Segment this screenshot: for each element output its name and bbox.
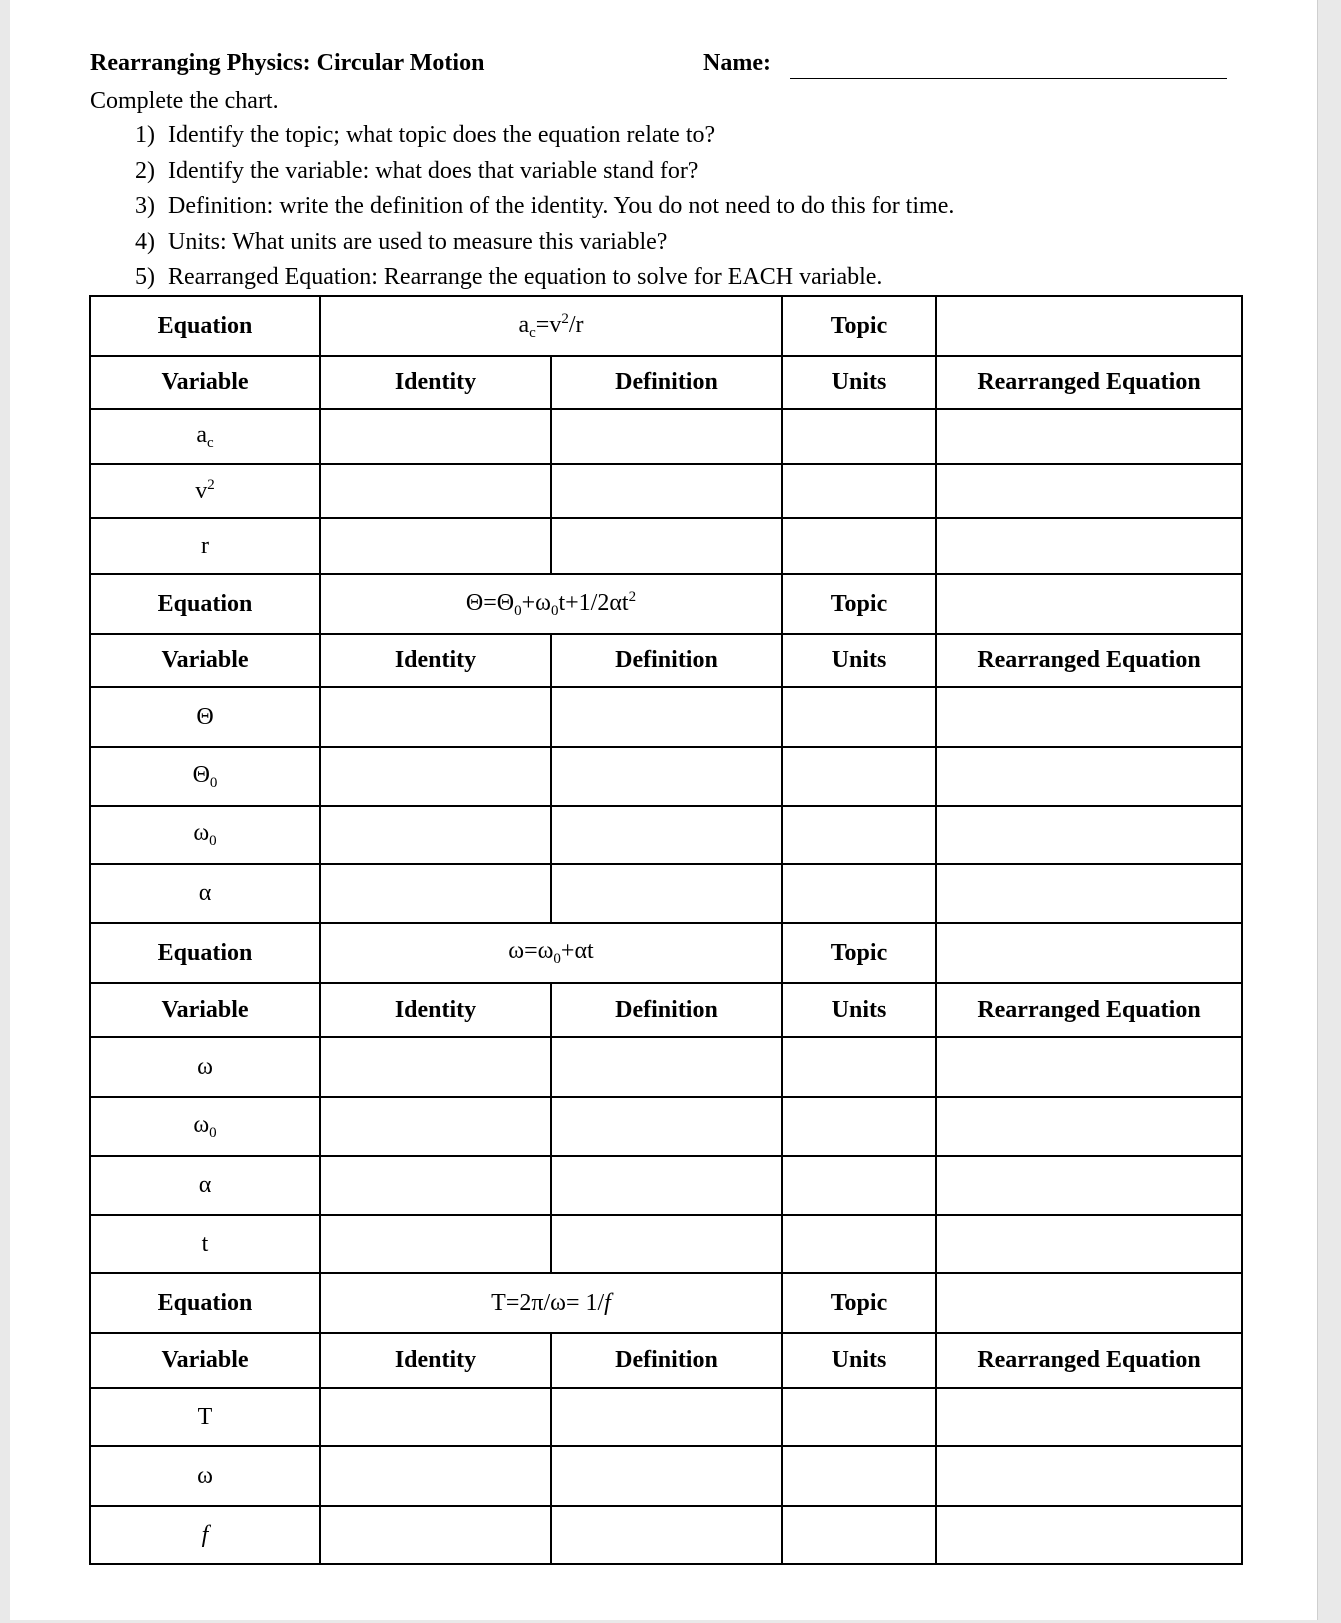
units-header: Units <box>782 983 936 1037</box>
units-answer-cell[interactable] <box>782 864 936 923</box>
variable-cell: $\omega_0$ <box>90 806 320 864</box>
variable-header: Variable <box>90 1333 320 1388</box>
rearranged-answer-cell[interactable] <box>936 1388 1242 1446</box>
name-input-line[interactable] <box>790 78 1227 79</box>
rearranged-answer-cell[interactable] <box>936 1037 1242 1097</box>
variable-cell: f <box>90 1506 320 1564</box>
units-header: Units <box>782 1333 936 1388</box>
identity-answer-cell[interactable] <box>320 1097 551 1156</box>
variable-cell: $a_c$ <box>90 409 320 464</box>
identity-answer-cell[interactable] <box>320 1037 551 1097</box>
equation-4: T=2π/ω= 1/f <box>320 1273 782 1333</box>
identity-answer-cell[interactable] <box>320 806 551 864</box>
rearranged-answer-cell[interactable] <box>936 1097 1242 1156</box>
identity-answer-cell[interactable] <box>320 864 551 923</box>
topic-answer-cell[interactable] <box>936 1273 1242 1333</box>
topic-answer-cell[interactable] <box>936 923 1242 983</box>
units-answer-cell[interactable] <box>782 747 936 806</box>
units-answer-cell[interactable] <box>782 1506 936 1564</box>
equation-label: Equation <box>90 1273 320 1333</box>
rearranged-answer-cell[interactable] <box>936 518 1242 574</box>
equation-label: Equation <box>90 296 320 356</box>
intro-text: Complete the chart. <box>90 88 279 114</box>
rearranged-header: Rearranged Equation <box>936 983 1242 1037</box>
definition-answer-cell[interactable] <box>551 1215 782 1273</box>
variable-cell: $\omega_0$ <box>90 1097 320 1156</box>
table-row <box>90 1156 1242 1215</box>
table-row <box>90 518 1242 574</box>
instruction-item: 4) Units: What units are used to measure this variable? <box>135 228 668 255</box>
physics-chart <box>89 295 1243 1565</box>
identity-header: Identity <box>320 1333 551 1388</box>
definition-answer-cell[interactable] <box>551 864 782 923</box>
rearranged-answer-cell[interactable] <box>936 806 1242 864</box>
identity-header: Identity <box>320 634 551 687</box>
definition-answer-cell[interactable] <box>551 518 782 574</box>
table-row <box>90 747 1242 806</box>
rearranged-answer-cell[interactable] <box>936 1156 1242 1215</box>
rearranged-header: Rearranged Equation <box>936 356 1242 409</box>
units-answer-cell[interactable] <box>782 1097 936 1156</box>
table-row <box>90 1506 1242 1564</box>
definition-header: Definition <box>551 634 782 687</box>
variable-cell: α <box>90 1156 320 1215</box>
rearranged-answer-cell[interactable] <box>936 1506 1242 1564</box>
rearranged-answer-cell[interactable] <box>936 1446 1242 1506</box>
definition-answer-cell[interactable] <box>551 1506 782 1564</box>
topic-label: Topic <box>782 296 936 356</box>
identity-header: Identity <box>320 356 551 409</box>
table-row <box>90 409 1242 464</box>
definition-answer-cell[interactable] <box>551 1156 782 1215</box>
worksheet-title: Rearranging Physics: Circular Motion <box>90 50 485 76</box>
variable-cell: α <box>90 864 320 923</box>
identity-answer-cell[interactable] <box>320 687 551 747</box>
units-answer-cell[interactable] <box>782 409 936 464</box>
definition-header: Definition <box>551 1333 782 1388</box>
table-row <box>90 1446 1242 1506</box>
equation-3: $\omega=\omega_0+\alpha t$ <box>320 923 782 983</box>
units-answer-cell[interactable] <box>782 464 936 518</box>
name-label: Name: <box>703 50 771 76</box>
topic-label: Topic <box>782 1273 936 1333</box>
units-answer-cell[interactable] <box>782 1388 936 1446</box>
equation-label: Equation <box>90 923 320 983</box>
rearranged-answer-cell[interactable] <box>936 409 1242 464</box>
identity-answer-cell[interactable] <box>320 518 551 574</box>
identity-answer-cell[interactable] <box>320 1446 551 1506</box>
variable-cell: Θ <box>90 687 320 747</box>
rearranged-answer-cell[interactable] <box>936 464 1242 518</box>
instructions-list <box>90 118 954 296</box>
topic-label: Topic <box>782 574 936 634</box>
table-row <box>90 1097 1242 1156</box>
definition-answer-cell[interactable] <box>551 806 782 864</box>
table-row <box>90 1215 1242 1273</box>
variable-cell: t <box>90 1215 320 1273</box>
identity-answer-cell[interactable] <box>320 747 551 806</box>
definition-answer-cell[interactable] <box>551 687 782 747</box>
rearranged-header: Rearranged Equation <box>936 634 1242 687</box>
table-row <box>90 464 1242 518</box>
identity-header: Identity <box>320 983 551 1037</box>
units-answer-cell[interactable] <box>782 1446 936 1506</box>
identity-answer-cell[interactable] <box>320 464 551 518</box>
variable-cell: $\Theta_0$ <box>90 747 320 806</box>
variable-header: Variable <box>90 356 320 409</box>
definition-answer-cell[interactable] <box>551 464 782 518</box>
units-answer-cell[interactable] <box>782 806 936 864</box>
units-header: Units <box>782 356 936 409</box>
identity-answer-cell[interactable] <box>320 1506 551 1564</box>
units-answer-cell[interactable] <box>782 1215 936 1273</box>
definition-answer-cell[interactable] <box>551 1097 782 1156</box>
instruction-item: 3) Definition: write the definition of the identity. You do not need to do this for time. <box>135 193 955 219</box>
rearranged-answer-cell[interactable] <box>936 864 1242 923</box>
identity-answer-cell[interactable] <box>320 1215 551 1273</box>
definition-answer-cell[interactable] <box>551 1037 782 1097</box>
variable-cell: ω <box>90 1037 320 1097</box>
definition-answer-cell[interactable] <box>551 1388 782 1446</box>
table-row <box>90 687 1242 747</box>
variable-cell: r <box>90 518 320 574</box>
definition-header: Definition <box>551 356 782 409</box>
topic-answer-cell[interactable] <box>936 296 1242 356</box>
units-answer-cell[interactable] <box>782 1156 936 1215</box>
instruction-item: 1) Identify the topic; what topic does the equation relate to? <box>135 122 716 148</box>
variable-cell: ω <box>90 1446 320 1506</box>
variable-header: Variable <box>90 983 320 1037</box>
topic-label: Topic <box>782 923 936 983</box>
variable-header: Variable <box>90 634 320 687</box>
variable-cell: $v^2$ <box>90 464 320 518</box>
rearranged-header: Rearranged Equation <box>936 1333 1242 1388</box>
definition-answer-cell[interactable] <box>551 409 782 464</box>
units-answer-cell[interactable] <box>782 1037 936 1097</box>
topic-answer-cell[interactable] <box>936 574 1242 634</box>
variable-cell: T <box>90 1388 320 1446</box>
units-answer-cell[interactable] <box>782 687 936 747</box>
table-row <box>90 1388 1242 1446</box>
table-row <box>90 1037 1242 1097</box>
worksheet-page <box>10 0 1318 1620</box>
equation-2: $\Theta=\Theta_0+\omega_0t+1/2\alpha t^2$ <box>320 574 782 634</box>
rearranged-answer-cell[interactable] <box>936 747 1242 806</box>
table-row <box>90 864 1242 923</box>
equation-label: Equation <box>90 574 320 634</box>
definition-header: Definition <box>551 983 782 1037</box>
definition-answer-cell[interactable] <box>551 747 782 806</box>
definition-answer-cell[interactable] <box>551 1446 782 1506</box>
rearranged-answer-cell[interactable] <box>936 1215 1242 1273</box>
units-header: Units <box>782 634 936 687</box>
table-row <box>90 806 1242 864</box>
units-answer-cell[interactable] <box>782 518 936 574</box>
identity-answer-cell[interactable] <box>320 1388 551 1446</box>
rearranged-answer-cell[interactable] <box>936 687 1242 747</box>
identity-answer-cell[interactable] <box>320 1156 551 1215</box>
instruction-item: 2) Identify the variable: what does that variable stand for? <box>135 157 699 184</box>
identity-answer-cell[interactable] <box>320 409 551 464</box>
equation-1: $a_c=v^2/r$ <box>320 296 782 356</box>
instruction-item: 5) Rearranged Equation: Rearrange the equation to solve for EACH variable. <box>135 264 883 290</box>
